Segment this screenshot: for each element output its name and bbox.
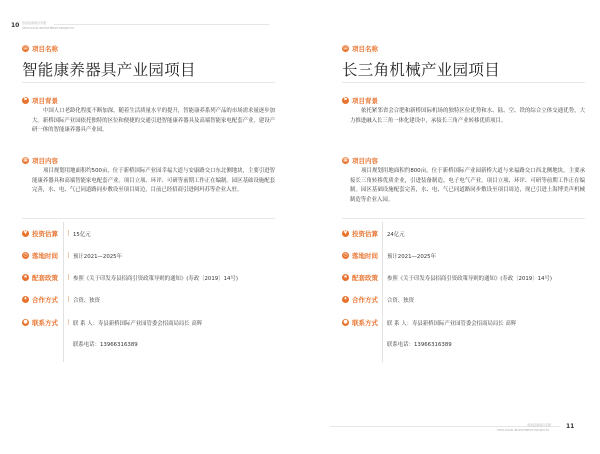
background-text: 中国人口老龄化程度不断加深，随着生活质量水平的提升，智能康养系列产品的市场需求量逐步加大。新桥国际产业园依托独特的区位和便捷的交通引进智能康养器具及高端智能家电配套产业，建设产研一体的智能康养器具产业园。 <box>32 108 275 134</box>
cooperation-label: ✦ 合作方式 <box>23 296 58 304</box>
contact-bar <box>68 319 69 325</box>
investment-label: ¥ 投资估算 <box>23 230 58 238</box>
project-name-label: ▤ 项目名称 <box>343 45 378 53</box>
info-divider <box>22 218 275 219</box>
content-text: 项目规划用地面积约500亩，位于新桥国际产业园幸福大道与安康路交口东北侧地块，主要引进智能康养器具和高端智能家电配套产业。项目立项、环评、可研等前期工作正在编制。园区基础设施配套完善，水、电、气已同道路同步敷设至项目周边，目前已经招商引进阿玛苏等企业入驻。 <box>32 168 275 194</box>
policy-value: 参照《关于印发寿县招商引资政策导则的通知》(寿政〔2019〕14号) <box>387 276 552 282</box>
project-title: 智能康养器具产业园项目 <box>22 61 196 79</box>
background-text: 依托紧邻省会合肥和新桥国际机场的独特区位优势和水、陆、空、铁的综合立体交通优势，大力推进融入长三角一体化建设中，承接长三角产业转移优质项目。 <box>350 108 585 124</box>
contact-person: 联 系 人：寿县新桥国际产业园管委会招商局局长 高辉 <box>387 321 517 327</box>
info-separator <box>63 222 64 362</box>
cooperation-label: ✦ 合作方式 <box>343 296 378 304</box>
coin-icon: ¥ <box>23 230 28 236</box>
document-icon: ▦ <box>343 157 348 163</box>
project-card-left <box>10 0 275 454</box>
policy-label: ★ 配套政策 <box>343 274 378 282</box>
info-separator <box>382 222 383 362</box>
building-icon: ▤ <box>343 45 348 51</box>
policy-value: 参照《关于印发寿县招商引资政策导则的通知》(寿政〔2019〕14号) <box>73 276 238 282</box>
timeline-label: ◷ 落地时间 <box>23 252 58 260</box>
investment-value: 15亿元 <box>73 232 91 238</box>
contact-phone: 联系电话：13966316389 <box>73 342 138 348</box>
investment-value: 24亿元 <box>387 232 405 238</box>
header-small-text: 寿县招商项目手册 <box>22 21 47 25</box>
cooperation-value: 合资、独资 <box>387 298 414 304</box>
footer-small-text: 寿县招商项目手册 <box>527 423 552 427</box>
background-label: ⚑ 项目背景 <box>23 97 58 105</box>
page-number-right: 11 <box>566 423 575 430</box>
building-icon: ▤ <box>23 45 28 51</box>
timeline-bar <box>68 252 69 258</box>
clock-icon: ◷ <box>23 252 28 258</box>
handshake-icon: ✦ <box>343 296 348 302</box>
contact-label: ● 联系方式 <box>343 319 378 327</box>
flag-icon: ⚑ <box>23 97 28 103</box>
content-label: ▦ 项目内容 <box>23 157 58 165</box>
project-title: 长三角机械产业园项目 <box>342 61 501 79</box>
coin-icon: ¥ <box>343 230 348 236</box>
cooperation-value: 合资、独资 <box>73 298 100 304</box>
page-number-left: 10 <box>11 22 20 29</box>
content-text: 项目规划用地面积约800亩，位于新桥国际产业园新桥大道与来福路交口西北侧地块，主要承接长三角转移优质企业，引进装备制造、电子电气产业。项目立项、环评、可研等前期工作正在编制。园区基础设施配套完善，水、电、气已同道路同步敷设至项目周边，现已引进上海博美声机械制造等企业入园。 <box>350 168 585 203</box>
person-icon: ● <box>23 319 28 325</box>
badge-icon: ★ <box>23 274 28 280</box>
timeline-value: 预计2021—2025年 <box>73 254 123 260</box>
footer-rule <box>330 426 560 427</box>
clock-icon: ◷ <box>343 252 348 258</box>
policy-bar <box>68 274 69 280</box>
person-icon: ● <box>343 319 348 325</box>
project-name-label: ▤ 项目名称 <box>23 45 58 53</box>
project-card-right <box>320 0 585 454</box>
handshake-icon: ✦ <box>23 296 28 302</box>
content-label: ▦ 项目内容 <box>343 157 378 165</box>
timeline-label: ◷ 落地时间 <box>343 252 378 260</box>
title-divider <box>22 82 275 83</box>
policy-label: ★ 配套政策 <box>23 274 58 282</box>
document-icon: ▦ <box>23 157 28 163</box>
background-label: ⚑ 项目背景 <box>343 97 378 105</box>
title-divider <box>342 82 585 83</box>
contact-label: ● 联系方式 <box>23 319 58 327</box>
investment-bar <box>68 230 69 236</box>
contact-person: 联 系 人：寿县新桥国际产业园管委会招商局局长 高辉 <box>73 321 203 327</box>
contact-phone: 联系电话：13966316389 <box>387 342 452 348</box>
cooperation-bar <box>68 296 69 302</box>
header-sub-text: SHOUXIAN INVESTMENT PROJECTS <box>22 26 75 30</box>
info-divider <box>342 218 585 219</box>
footer-sub-text: SHOUXIAN INVESTMENT PROJECTS <box>497 428 550 432</box>
flag-icon: ⚑ <box>343 97 348 103</box>
investment-label: ¥ 投资估算 <box>343 230 378 238</box>
badge-icon: ★ <box>343 274 348 280</box>
timeline-value: 预计2021—2025年 <box>387 254 437 260</box>
